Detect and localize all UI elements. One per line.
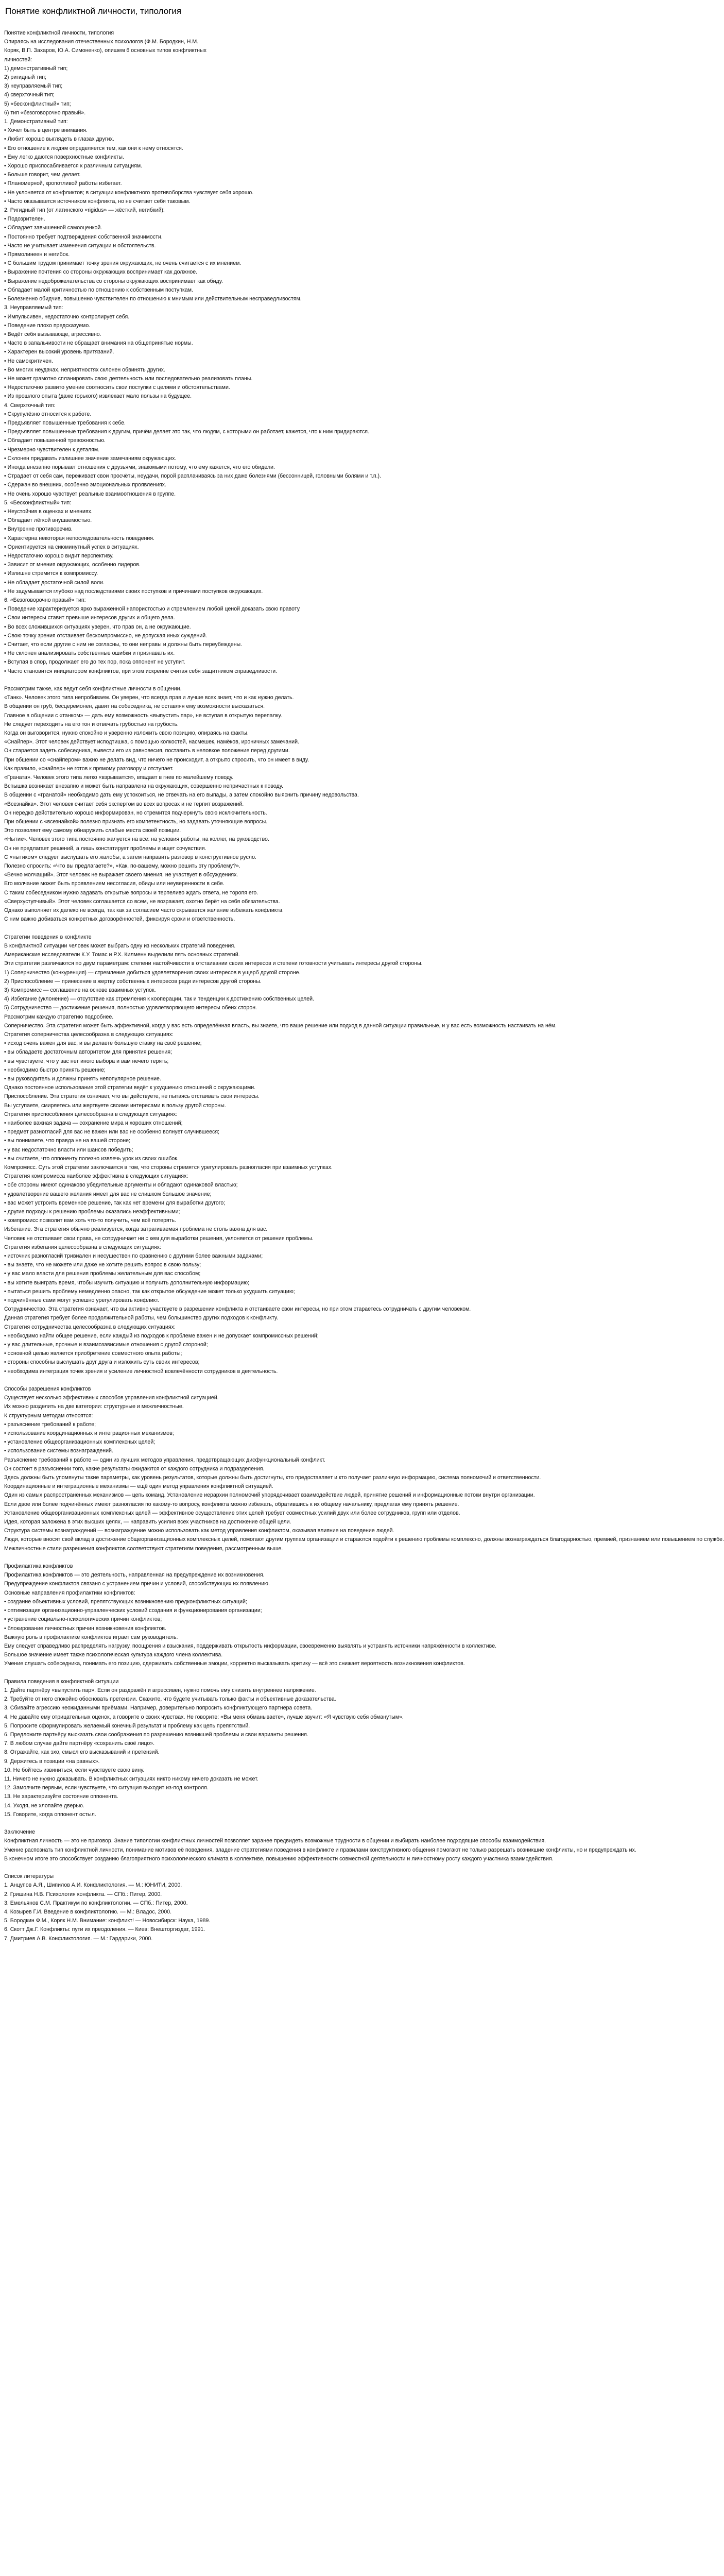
text-line: 12. Замолчите первым, если чувствуете, что ситуация выходит из-под контроля. [4,1785,209,1791]
text-line: Если двое или более подчинённых имеют разногласия по какому-то вопросу, конфликта можно избежать, обратившись к их общему начальнику, предлагая ему принять решение. [4,1501,459,1507]
text-line: Стратегия сотрудничества целесообразна в следующих ситуациях: [4,1324,176,1330]
text-line: • Часто не учитывает изменения ситуации и обстоятельств. [4,242,156,249]
text-line: Вспышка возникает внезапно и может быть направлена на окружающих, совершенно непричастных к поводу. [4,783,283,790]
text-line: • удовлетворение вашего желания имеет для вас не слишком большое значение; [4,1191,212,1197]
text-line: 5. Попросите сформулировать желаемый конечный результат и проблему как цепь препятствий. [4,1722,250,1729]
text-line: • вы обладаете достаточным авторитетом для принятия решения; [4,1049,173,1056]
text-line: Соперничество. Эта стратегия может быть эффективной, когда у вас есть определённая власть, вы знаете, что ваше решение или подход в данной ситуации правильные, и у вас есть возможность настаивать на нём. [4,1022,557,1029]
text-line: • Страдает от себя сам, переживает свои просчёты, неудачи, порой расплачиваясь за них даже болезнями (бессонницей, головными болями и т.п.). [4,473,382,480]
text-line: Когда он выговорится, нужно спокойно и уверенно изложить свою позицию, опираясь на факты. [4,730,249,737]
text-line: Человек не отстаивает свои права, не сотрудничает ни с кем для выработки решения, уклоняется от решения проблемы. [4,1235,314,1242]
text-line: Стратегия соперничества целесообразна в следующих ситуациях: [4,1031,174,1038]
text-line: • Свои интересы ставит превыше интересов других и общего дела. [4,615,175,621]
text-line: К структурным методам относятся: [4,1412,93,1419]
text-line: 5. Бородкин Ф.М., Коряк Н.М. Внимание: конфликт! — Новосибирск: Наука, 1989. [4,1918,211,1924]
text-line: 14. Уходя, не хлопайте дверью. [4,1802,84,1809]
text-line: Вы уступаете, смиряетесь или жертвуете своими интересами в пользу другой стороны. [4,1102,226,1109]
text-line: Однако постоянное использование этой стратегии ведёт к ухудшению отношений с окружающими. [4,1084,256,1091]
text-line [4,1819,433,1828]
text-line: 2. Ригидный тип (от латинского «rigidus» — жёсткий, негибкий): [4,207,165,214]
text-line: 5) Сотрудничество — достижение решения, полностью удовлетворяющего интересы обеих сторон. [4,1005,257,1011]
text-line: Опираясь на исследования отечественных психологов (Ф.М. Бородкин, Н.М. [4,39,199,45]
text-line: • Из прошлого опыта (даже горького) извлекает мало пользы на будущее. [4,393,192,400]
text-line: При общении с «всезнайкой» полезно признать его компетентность, но задавать уточняющие вопросы. [4,819,268,825]
text-line: 11. Ничего не нужно доказывать. В конфликтных ситуациях никто никому ничего доказать не может. [4,1775,258,1782]
text-line: • другие подходы к решению проблемы оказались неэффективными; [4,1208,180,1215]
text-line: 4. Козырев Г.И. Введение в конфликтологию. — М.: Владос, 2000. [4,1908,172,1915]
text-line: • использование координационных и интеграционных механизмов; [4,1430,174,1437]
text-line: Основные направления профилактики конфликтов: [4,1589,135,1596]
text-line: • исход очень важен для вас, и вы делаете большую ставку на своё решение; [4,1040,202,1047]
text-line: • Ориентируется на сиюминутный успех в ситуациях. [4,544,139,550]
text-line: 2) Приспособление — принесение в жертву собственных интересов ради интересов другой стороны. [4,978,262,985]
text-line: • Характерен высокий уровень притязаний. [4,349,114,355]
text-line: • создание объективных условий, препятствующих возникновению предконфликтных ситуаций; [4,1598,247,1605]
text-line: Здесь должны быть упомянуты такие параметры, как уровень результатов, которые должны быть достигнуты, кто предоставляет и кто получает различную информацию, система полномочий и ответственности. [4,1475,541,1481]
text-line: • Планомерной, кропотливой работы избегает. [4,180,122,187]
text-line: Стратегия компромисса наиболее эффективна в следующих ситуациях: [4,1173,188,1180]
text-line: • Не самокритичен. [4,358,53,364]
text-line: • вы чувствуете, что у вас нет иного выбора и вам нечего терять; [4,1058,169,1064]
text-line: • Обладает повышенной тревожностью. [4,437,106,444]
text-line: • Склонен придавать излишнее значение замечаниям окружающих. [4,455,177,462]
text-line: Компромисс. Суть этой стратегии заключается в том, что стороны стремятся урегулировать разногласия при взаимных уступках. [4,1164,333,1171]
text-line: • Не задумывается глубоко над последствиями своих поступков и причинами поступков окружающих. [4,588,263,595]
text-line: • источник разногласий тривиален и несуществен по сравнению с другими более важными задачами; [4,1253,263,1259]
text-line: • необходимо быстро принять решение; [4,1066,106,1073]
text-line: С таким собеседником нужно задавать открытые вопросы и терпеливо ждать ответа, не торопя его. [4,889,258,896]
text-line: 10. Не бойтесь извиниться, если чувствуете свою вину. [4,1767,145,1773]
text-line: 1. Дайте партнёру «выпустить пар». Если он раздражён и агрессивен, нужно помочь ему снизить внутреннее напряжение. [4,1687,316,1693]
text-line: • Зависит от мнения окружающих, особенно лидеров. [4,562,141,568]
text-line: Американские исследователи К.У. Томас и Р.Х. Килменн выделили пять основных стратегий. [4,952,240,958]
text-line: • предмет разногласий для вас не важен или вас не особенно волнует случившееся; [4,1129,219,1136]
text-line: • Выражение недоброжелательства со стороны окружающих воспринимает как обиду. [4,278,223,284]
text-line: • Импульсивен, недостаточно контролирует себя. [4,313,130,320]
text-line: Ему следует справедливо распределять нагрузку, поощрения и взыскания, поддерживать открытость информации, своевременно выявлять и устранять источники напряжённости в коллективе. [4,1642,497,1649]
text-line: 3) неуправляемый тип; [4,83,63,90]
text-line: • Предъявляет повышенные требования к себе. [4,419,126,426]
text-line: • у вас мало власти для решения проблемы желательным для вас способом; [4,1270,201,1277]
text-line: • Не уклоняется от конфликтов; в ситуации конфликтного противоборства чувствует себя хорошо. [4,189,254,196]
text-line: Данная стратегия требует более продолжительной работы, чем большинство других подходов к конфликту. [4,1315,279,1321]
text-line: • Его отношение к людям определяется тем, как они к нему относятся. [4,145,183,151]
text-line: • Хочет быть в центре внимания. [4,127,88,134]
text-line: Стратегия приспособления целесообразна в следующих ситуациях: [4,1111,178,1117]
text-line [4,1863,433,1872]
text-line: • Болезненно обидчив, повышенно чувствителен по отношению к мнимым или действительным несправедливостям. [4,296,302,302]
text-line: 5) «бесконфликтный» тип; [4,100,71,107]
text-line: • обе стороны имеют одинаково убедительные аргументы и обладают одинаковой властью; [4,1182,238,1189]
text-line: • необходимо найти общее решение, если каждый из подходов к проблеме важен и не допускает компромиссных решений; [4,1332,319,1339]
text-line: 3) Компромисс — соглашение на основе взаимных уступок. [4,987,156,993]
text-line: 2) ригидный тип; [4,74,46,81]
text-line: 4. Не давайте ему отрицательных оценок, а говорите о своих чувствах. Не говорите: «Вы меня обманываете», лучше звучит: «Я чувствую себя обманутым». [4,1714,404,1720]
text-line: • Выражение почтения со стороны окружающих воспринимает как должное. [4,269,198,276]
text-line: • основной целью является приобретение совместного опыта работы; [4,1350,182,1357]
text-line: • разъяснение требований к работе; [4,1421,96,1428]
text-line: • Поведение плохо предсказуемо. [4,322,91,329]
text-line: Он состоит в разъяснении того, какие результаты ожидаются от каждого сотрудника и подразделения. [4,1465,265,1472]
text-line [4,1376,433,1385]
text-line: Рассмотрим каждую стратегию подробнее. [4,1013,114,1020]
text-line: Он нередко действительно хорошо информирован, но стремится подчеркнуть свою исключительность. [4,809,267,816]
text-line: 3. Емельянов С.М. Практикум по конфликтологии. — СПб.: Питер, 2000. [4,1900,188,1906]
text-line: 7. В любом случае дайте партнёру «сохранить своё лицо». [4,1740,155,1747]
text-line: Список литературы [4,1873,54,1880]
text-line: • Недостаточно развито умение соотносить свои поступки с целями и обстоятельствами. [4,384,230,391]
text-line: Существует несколько эффективных способов управления конфликтной ситуацией. [4,1395,219,1401]
text-line: • Обладает малой критичностью по отношению к собственным поступкам. [4,286,193,293]
text-line: 1) демонстративный тип; [4,65,68,72]
text-line: • Часто становится инициатором конфликтов, при этом искренне считая себя защитником справедливости. [4,668,278,674]
text-line: • вы руководитель и должны принять непопулярное решение. [4,1075,161,1082]
text-line: • Не очень хорошо чувствует реальные взаимоотношения в группе. [4,490,176,497]
text-line: • С большим трудом принимает точку зрения окружающих, не очень считается с их мнением. [4,260,242,267]
text-line: «Граната». Человек этого типа легко «взрывается», впадает в гнев по малейшему поводу. [4,774,234,781]
text-line: • Прямолинеен и негибок. [4,251,70,258]
text-line: 15. Говорите, когда оппонент остыл. [4,1811,96,1818]
text-line: личностей: [4,56,32,63]
text-line: Заключение [4,1829,36,1836]
text-line: Предупреждение конфликтов связано с устранением причин и условий, способствующих их появлению. [4,1581,270,1587]
text-line: 7. Дмитриев А.В. Конфликтология. — М.: Гардарики, 2000. [4,1935,153,1942]
text-line [4,1553,433,1562]
text-line: 1) Соперничество (конкуренция) — стремление добиться удовлетворения своих интересов в ущерб другой стороне. [4,969,301,976]
text-line: • Поведение характеризуется ярко выраженной напористостью и стремлением любой ценой доказать свою правоту. [4,606,301,613]
text-line: Это позволяет ему самому обнаружить слабые места своей позиции. [4,827,181,834]
text-line: 2. Гришина Н.В. Психология конфликта. — СПб.: Питер, 2000. [4,1891,162,1897]
text-line: Его молчание может быть проявлением несогласия, обиды или неуверенности в себе. [4,880,225,887]
text-line: Он не предлагает решений, а лишь констатирует проблемы и ищет сочувствия. [4,845,206,852]
text-line: Коряк, В.П. Захаров, Ю.А. Симоненко), опишем 6 основных типов конфликтных [4,47,206,54]
text-line: • Характерна некоторая непоследовательность поведения. [4,535,154,541]
text-line: • оптимизация организационно-управленческих условий создания и функционирования организации; [4,1607,262,1614]
text-line: Люди, которые вносят свой вклад в достижение общеорганизационных комплексных целей, помогают другим группам организации и стараются подойти к решению проблемы комплексно, должны вознаграждаться благодарностью, премией, признанием или повышением по службе. [4,1536,724,1543]
text-line: Рассмотрим также, как ведут себя конфликтные личности в общении. [4,686,182,692]
text-line: Идея, которая заложена в этих высших целях, — направить усилия всех участников на достижение общей цели. [4,1519,291,1526]
text-line: • вы хотите выиграть время, чтобы изучить ситуацию и получить дополнительную информацию; [4,1279,250,1286]
text-line: «Нытик». Человек этого типа постоянно жалуется на всё: на условия работы, на коллег, на руководство. [4,836,269,843]
text-line: 6. Предложите партнёру высказать свои соображения по разрешению возникшей проблемы и свои варианты решения. [4,1731,308,1738]
text-line: С ним важно добиваться конкретных договорённостей, фиксируя сроки и ответственность. [4,916,235,923]
text-line: • Внутренне противоречив. [4,526,73,533]
text-line: Приспособление. Эта стратегия означает, что вы действуете, не пытаясь отстаивать свои интересы. [4,1093,260,1100]
text-line: • Ведёт себя вызывающе, агрессивно. [4,331,101,337]
text-line: «Сверхуступчивый». Этот человек соглашается со всем, не возражает, охотно берёт на себя обязательства. [4,898,280,905]
text-line: • Обладает завышенной самооценкой. [4,225,102,231]
text-line: Их можно разделить на две категории: структурные и межличностные. [4,1403,184,1410]
text-line: • вас может устроить временное решение, так как нет времени для выработки другого; [4,1199,226,1206]
text-line: Не следует переходить на его тон и отвечать грубостью на грубость. [4,721,179,727]
text-line: Главное в общении с «танком» — дать ему возможность «выпустить пар», не вступая в открытую перепалку. [4,712,282,719]
text-line: Профилактика конфликтов — это деятельность, направленная на предупреждение их возникновения. [4,1572,265,1579]
text-line: Он старается задеть собеседника, вывести его из равновесия, поставить в неловкое положение перед другими. [4,748,290,754]
text-line: Однако выполняет их далеко не всегда, так как за согласием часто скрывается желание избежать конфликта. [4,907,284,914]
text-line: • вы считаете, что оппоненту полезно извлечь урок из своих ошибок. [4,1155,179,1162]
text-line: • блокирование личностных причин возникновения конфликтов. [4,1625,166,1632]
text-line: • Ему легко даются поверхностные конфликты. [4,154,124,160]
text-line: • Часто в запальчивости не обращает внимания на общепринятые нормы. [4,340,193,347]
text-line: • устранение социально-психологических причин конфликтов; [4,1616,162,1623]
text-line: Важную роль в профилактике конфликтов играет сам руководитель. [4,1634,178,1640]
text-line: 4. Сверхточный тип: [4,402,56,409]
text-line: Способы разрешения конфликтов [4,1386,91,1393]
text-line: 13. Не характеризуйте состояние оппонента. [4,1793,118,1800]
text-line: Избегание. Эта стратегия обычно реализуется, когда затрагиваемая проблема не столь важна для вас. [4,1226,268,1233]
text-line: • пытаться решить проблему немедленно опасно, так как открытое обсуждение может только ухудшить ситуацию; [4,1288,295,1295]
text-line: В общении он груб, бесцеремонен, давит на собеседника, не оставляя ему возможности высказаться. [4,703,265,710]
text-line: 4) Избегание (уклонение) — отсутствие как стремления к кооперации, так и тенденции к достижению собственных целей. [4,996,314,1003]
text-line: Установление общеорганизационных комплексных целей — эффективное осуществление этих целей требует совместных усилий двух или более сотрудников, групп или отделов. [4,1510,460,1516]
text-line: При общении со «снайпером» важно не делать вид, что ничего не происходит, а открыто спросить, что он имеет в виду. [4,756,309,763]
text-line: Понятие конфликтной личности, типология [4,30,114,36]
text-line: «Снайпер». Этот человек действует исподтишка, с помощью колкостей, насмешек, намёков, ироничных замечаний. [4,739,299,745]
text-line: • Постоянно требует подтверждения собственной значимости. [4,233,163,240]
text-line: • Подозрителен. [4,216,45,223]
text-line: Конфликтная личность — это не приговор. Знание типологии конфликтных личностей позволяет заранее предвидеть возможные трудности в общении и выбирать наиболее подходящие способы взаимодействия. [4,1838,546,1844]
text-line: • вы понимаете, что правда не на вашей стороне; [4,1138,131,1144]
text-line: Структура системы вознаграждений — вознаграждение можно использовать как метод управления конфликтом, оказывая влияние на поведение людей. [4,1528,394,1534]
text-line: • Хорошо приспосабливается к различным ситуациям. [4,163,143,170]
page-title: Понятие конфликтной личности, типология [5,6,182,16]
text-line: 4) сверхточный тип; [4,92,55,98]
text-line: 6. «Безоговорочно правый» тип: [4,597,86,603]
text-line: «Всезнайка». Этот человек считает себя экспертом во всех вопросах и не терпит возражений. [4,801,244,807]
text-line [4,924,433,933]
text-line: 1. Демонстративный тип: [4,118,68,125]
text-line: Один из самых распространённых механизмов — цепь команд. Установление иерархии полномочий упорядочивает взаимодействие людей, принятие решений и информационные потоки внутри организации. [4,1492,535,1499]
text-line: • Неустойчив в оценках и мнениях. [4,508,93,515]
text-line: • Скрупулёзно относится к работе. [4,411,92,417]
text-line: 3. Сбивайте агрессию неожиданными приёмами. Например, доверительно попросить конфликтующего партнёра совета. [4,1705,313,1711]
text-line: Стратегия избегания целесообразна в следующих ситуациях: [4,1244,161,1250]
text-line: 6. Скотт Дж.Г. Конфликты: пути их преодоления. — Киев: Внешторгиздат, 1991. [4,1926,205,1933]
text-line: • стороны способны выслушать друг друга и изложить суть своих интересов; [4,1359,200,1366]
text-line: • Во многих неудачах, неприятностях склонен обвинять других. [4,366,165,373]
text-line: Стратегии поведения в конфликте [4,934,92,940]
text-line: 8. Отражайте, как эхо, смысл его высказываний и претензий. [4,1749,160,1756]
text-line: Межличностные стили разрешения конфликтов соответствуют стратегиям поведения, рассмотренным выше. [4,1545,283,1552]
text-line: В общении с «гранатой» необходимо дать ему успокоиться, не отвечать на его выпады, а затем спокойно выяснить причину недовольства. [4,792,359,799]
text-line: • наиболее важная задача — сохранение мира и хороших отношений; [4,1120,183,1126]
text-line: • Считает, что если другие с ним не согласны, то они неправы и должны быть переубеждены. [4,641,243,648]
text-line: • вы знаете, что не можете или даже не хотите решить вопрос в свою пользу; [4,1262,201,1268]
text-line: • подчинённые сами могут успешно урегулировать конфликт. [4,1297,160,1304]
text-line: • Предъявляет повышенные требования к другим, причём делает это так, что людям, с которыми он работает, кажется, что к ним придираются. [4,429,369,435]
text-line: Разъяснение требований к работе — один из лучших методов управления, предотвращающих дисфункциональный конфликт. [4,1456,325,1463]
text-line: «Танк». Человек этого типа непробиваем. Он уверен, что всегда прав и лучше всех знает, что и как нужно делать. [4,694,294,701]
text-line: Правила поведения в конфликтной ситуации [4,1678,119,1685]
text-line: • Не может грамотно спланировать свою деятельность или последовательно реализовать планы. [4,375,253,382]
text-line: • Часто оказывается источником конфликта, но не считает себя таковым. [4,198,191,205]
text-line: • Обладает лёгкой внушаемостью. [4,517,92,524]
text-line: • Иногда внезапно порывает отношения с друзьями, знакомыми потому, что ему кажется, что его обидели. [4,464,275,470]
text-line: 9. Держитесь в позиции «на равных». [4,1758,100,1765]
text-line: Эти стратегии различаются по двум параметрам: степени настойчивости в отстаивании своих интересов и степени готовности учитывать интересы другой стороны. [4,960,423,967]
document-body [4,29,724,1943]
text-line: Умение распознать тип конфликтной личности, понимание мотивов её поведения, владение стратегиями поведения в конфликте и правилами конструктивного общения помогают не только разрешать возникшие конфликты, но и предупреждать их. [4,1846,636,1853]
text-line: • Не склонен анализировать собственные ошибки и признавать их. [4,650,175,657]
text-line: 5. «Бесконфликтный» тип: [4,499,72,506]
text-line: • Вступая в спор, продолжает его до тех пор, пока оппонент не уступит. [4,659,185,666]
text-line: Профилактика конфликтов [4,1563,73,1570]
text-line: • Сдержан во внешних, особенно эмоциональных проявлениях. [4,482,166,488]
text-line: • у вас длительные, прочные и взаимозависимые отношения с другой стороной; [4,1342,208,1348]
text-line: Умение слушать собеседника, понимать его позицию, сдерживать собственные эмоции, корректно высказывать критику — всё это снижает вероятность возникновения конфликтов. [4,1660,465,1667]
text-line [4,676,433,685]
text-line: • Свою точку зрения отстаивает бескомпромиссно, не допуская иных суждений. [4,632,208,639]
text-line: • Чрезмерно чувствителен к деталям. [4,446,100,453]
text-line: • Во всех сложившихся ситуациях уверен, что прав он, а не окружающие. [4,623,191,630]
text-line: • необходима интеграция точек зрения и усиление личностной вовлечённости сотрудников в деятельность. [4,1368,278,1375]
text-line: Как правило, «снайпер» не готов к прямому разговору и отступает. [4,765,174,772]
text-line: В конфликтной ситуации человек может выбрать одну из нескольких стратегий поведения. [4,942,236,949]
text-line: • Любит хорошо выглядеть в глазах других. [4,136,114,143]
text-line: 3. Неуправляемый тип: [4,304,63,311]
text-line: 6) тип «безоговорочно правый». [4,109,86,116]
text-line [4,1669,433,1677]
text-line: Полезно спросить: «Что вы предлагаете?», «Как, по-вашему, можно решить эту проблему?». [4,863,240,870]
text-line: • использование системы вознаграждений. [4,1448,113,1454]
text-line: 1. Анцупов А.Я., Шипилов А.И. Конфликтология. — М.: ЮНИТИ, 2000. [4,1882,182,1889]
text-line: Координационные и интеграционные механизмы — ещё один метод управления конфликтной ситуацией. [4,1483,273,1490]
text-line: С «нытиком» следует выслушать его жалобы, а затем направить разговор в конструктивное русло. [4,854,256,860]
text-line: Сотрудничество. Эта стратегия означает, что вы активно участвуете в разрешении конфликта и отстаиваете свои интересы, но при этом стараетесь сотрудничать с другим человеком. [4,1306,471,1313]
text-line: • компромисс позволит вам хоть что-то получить, чем всё потерять. [4,1217,176,1224]
text-line: 2. Требуйте от него спокойно обосновать претензии. Скажите, что будете учитывать только факты и объективные доказательства. [4,1696,336,1703]
text-line: • Больше говорит, чем делает. [4,172,81,178]
text-line: В конечном итоге это способствует созданию благоприятного психологического климата в коллективе, повышению эффективности совместной деятельности и личностному росту каждого участника взаимодействия. [4,1855,554,1862]
text-line: Большое значение имеет также психологическая культура каждого члена коллектива. [4,1652,223,1658]
text-line: • установление общеорганизационных комплексных целей; [4,1439,156,1446]
text-line: «Вечно молчащий». Этот человек не выражает своего мнения, не участвует в обсуждениях. [4,872,238,878]
text-line: • Недостаточно хорошо видит перспективу. [4,552,114,559]
text-line: • у вас недостаточно власти или шансов победить; [4,1146,133,1153]
text-line: • Не обладает достаточной силой воли. [4,579,105,586]
text-line: • Излишне стремится к компромиссу. [4,570,98,577]
